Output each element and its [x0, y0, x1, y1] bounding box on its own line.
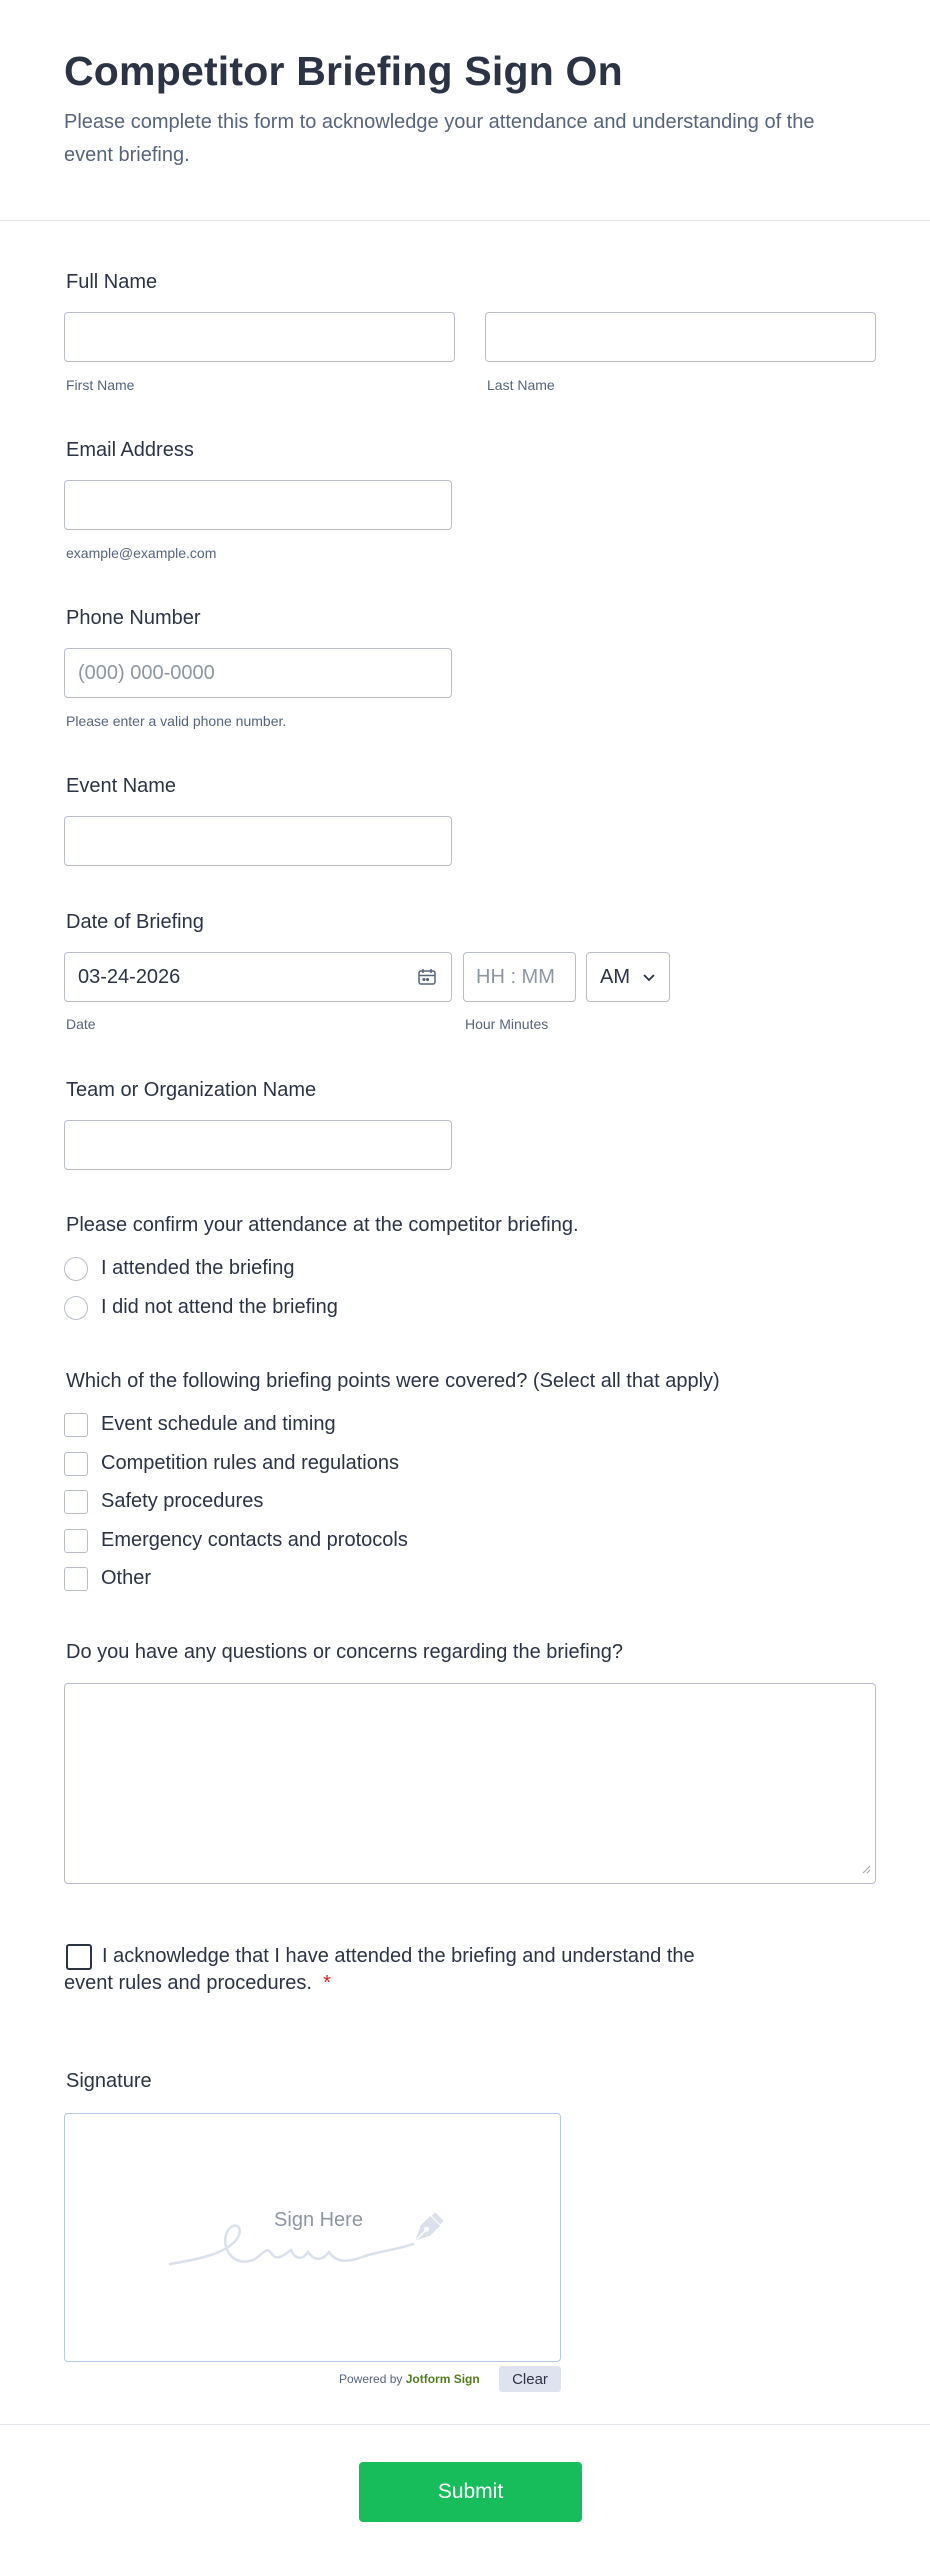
checkbox[interactable] — [64, 1490, 88, 1514]
date-value: 03-24-2026 — [78, 966, 181, 988]
email-sublabel: example@example.com — [66, 545, 217, 561]
radio-label-not-attended: I did not attend the briefing — [101, 1296, 338, 1318]
phone-sublabel: Please enter a valid phone number. — [66, 713, 287, 729]
submit-button[interactable]: Submit — [359, 2462, 582, 2522]
powered-by — [339, 2372, 480, 2386]
required-asterisk: * — [323, 1972, 331, 1994]
date-input[interactable] — [64, 952, 452, 1002]
full-name-label: Full Name — [66, 271, 158, 293]
checkbox-label: Safety procedures — [101, 1490, 264, 1512]
last-name-input[interactable] — [485, 312, 876, 362]
checkbox-option-schedule[interactable] — [64, 1413, 336, 1437]
date-sublabel: Date — [66, 1016, 96, 1032]
ampm-select[interactable] — [586, 952, 670, 1002]
chevron-down-icon — [642, 971, 656, 989]
radio-option-not-attended[interactable] — [64, 1296, 338, 1320]
first-name-sublabel: First Name — [66, 377, 135, 393]
resize-handle-icon[interactable] — [861, 1861, 871, 1879]
checkbox[interactable] — [64, 1452, 88, 1476]
form-title: Competitor Briefing Sign On — [64, 48, 623, 94]
checkbox-label: Emergency contacts and protocols — [101, 1529, 408, 1551]
checkbox[interactable] — [64, 1567, 88, 1591]
radio-option-attended[interactable] — [64, 1257, 295, 1281]
checkbox-label: Other — [101, 1567, 152, 1589]
time-sublabel: Hour Minutes — [465, 1016, 549, 1032]
acknowledge-text-line2 — [64, 1972, 331, 1995]
ampm-value: AM — [600, 966, 630, 988]
radio-label-attended: I attended the briefing — [101, 1257, 295, 1279]
checkbox-label: Event schedule and timing — [101, 1413, 336, 1435]
checkbox-option-rules[interactable] — [64, 1452, 399, 1476]
checkbox-option-emergency[interactable] — [64, 1529, 408, 1553]
acknowledge-text-line2-content: event rules and procedures. — [64, 1972, 312, 1994]
checkbox-label: Competition rules and regulations — [101, 1452, 399, 1474]
clear-signature-button[interactable]: Clear — [499, 2366, 561, 2392]
checkbox-option-other[interactable] — [64, 1567, 152, 1591]
footer-divider — [0, 2424, 930, 2425]
acknowledge-checkbox[interactable] — [66, 1944, 92, 1970]
checkbox[interactable] — [64, 1413, 88, 1437]
team-label: Team or Organization Name — [66, 1079, 317, 1101]
form-description: Please complete this form to acknowledge your attendance and understanding of the event briefing. — [64, 111, 815, 166]
date-of-briefing-label: Date of Briefing — [66, 911, 204, 933]
time-input[interactable] — [463, 952, 576, 1002]
powered-by-text: Powered by — [339, 2372, 403, 2386]
sign-here-placeholder: Sign Here — [274, 2209, 363, 2231]
points-label: Which of the following briefing points were covered? (Select all that apply) — [66, 1370, 720, 1392]
signature-label: Signature — [66, 2070, 152, 2092]
phone-label: Phone Number — [66, 607, 201, 629]
checkbox-option-safety[interactable] — [64, 1490, 264, 1514]
phone-input[interactable] — [64, 648, 452, 698]
email-label: Email Address — [66, 439, 194, 461]
signature-squiggle-icon — [65, 2114, 562, 2363]
time-placeholder: HH : MM — [476, 966, 555, 988]
calendar-icon[interactable] — [417, 967, 437, 992]
radio-button[interactable] — [64, 1257, 88, 1281]
questions-label: Do you have any questions or concerns regarding the briefing? — [66, 1641, 624, 1663]
phone-placeholder: (000) 000-0000 — [78, 662, 215, 684]
signature-pad[interactable] — [64, 2113, 561, 2362]
email-input[interactable] — [64, 480, 452, 530]
pen-nib-icon — [405, 2209, 447, 2256]
first-name-input[interactable] — [64, 312, 455, 362]
last-name-sublabel: Last Name — [487, 377, 555, 393]
event-name-input[interactable] — [64, 816, 452, 866]
radio-button[interactable] — [64, 1296, 88, 1320]
team-input[interactable] — [64, 1120, 452, 1170]
attendance-label: Please confirm your attendance at the competitor briefing. — [66, 1214, 579, 1236]
event-name-label: Event Name — [66, 775, 177, 797]
header-divider — [0, 220, 930, 221]
acknowledge-text-line1: I acknowledge that I have attended the briefing and understand the — [102, 1945, 695, 1967]
jotform-sign-brand[interactable]: Jotform Sign — [405, 2372, 480, 2386]
questions-textarea[interactable] — [64, 1683, 876, 1884]
checkbox[interactable] — [64, 1529, 88, 1553]
